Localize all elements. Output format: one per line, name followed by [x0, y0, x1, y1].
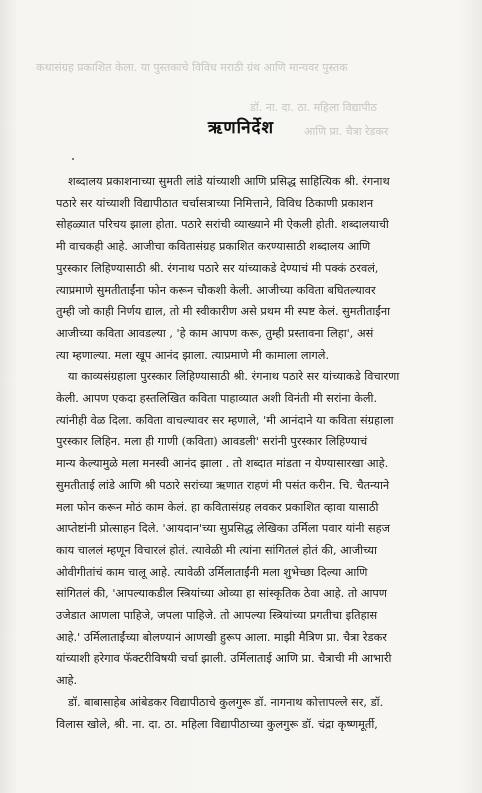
text-line: त्याप्रमाणे सुमतीताईंना फोन करून चौकशी केली. आजीच्या कविता बघितल्यावर [56, 283, 376, 297]
text-line: आहे. [56, 674, 78, 688]
text-line: पुरस्कार लिहिन. मला ही गाणी (कविता) आवडली' सरांनी पुरस्कार लिहिण्याचं [56, 435, 368, 449]
text-line: मला फोन करून मोठं काम केलं. हा कवितासंग्रह लवकर प्रकाशित व्हावा यासाठी [56, 500, 379, 514]
text-line: सुमतीताई लांडे आणि श्री पठारे सरांच्या ऋणात राहणं मी पसंत करीन. चि. चैतन्याने [56, 478, 390, 492]
text-line: आहे.' उर्मिलाताईंच्या बोलण्यानं आणखी हुरूप आला. माझी मैत्रिण प्रा. चैत्रा रेडकर [56, 630, 387, 644]
text-line: यांच्याशी हरेगाव फॅक्टरीविषयी चर्चा झाली. उर्मिलाताई आणि प्रा. चैत्राची मी आभारी [56, 652, 392, 666]
text-line: त्या म्हणाल्या. मला खूप आनंद झाला. त्याप्रमाणे मी कामाला लागले. [56, 348, 330, 362]
text-line: तुम्ही जो काही निर्णय द्याल, तो मी स्वीकारीण असे प्रथम मी स्पष्ट केलं. सुमतीताईंना [56, 305, 391, 319]
text-line: मी वाचकही आहे. आजीचा कवितासंग्रह प्रकाशित करण्यासाठी शब्दालय आणि [56, 240, 371, 254]
ink-speck [72, 158, 74, 160]
bleed-through-text: डॉ. ना. दा. ठा. महिला विद्यापीठ [250, 101, 377, 114]
text-line: ओवीगीतांचं काम चालू आहे. त्यावेळी उर्मिलाताईंनी मला शुभेच्छा दिल्या आणि [56, 565, 368, 579]
bleed-through-text: कथासंग्रह प्रकाशित केला. या पुस्तकाचे विविध मराठी ग्रंथ आणि मान्यवर पुस्तक [36, 61, 348, 74]
text-line: पठारे सर यांच्याशी विद्यापीठात चर्चासत्राच्या निमित्ताने, विविध ठिकाणी प्रकाशन [56, 196, 374, 210]
text-line: या काव्यसंग्रहाला पुरस्कार लिहिण्यासाठी श्री. रंगनाथ पठारे सर यांच्याकडे विचारणा [68, 370, 400, 384]
text-line: मान्य केल्यामुळे मला मनस्वी आनंद झाला . तो शब्दात मांडता न येण्यासारखा आहे. [56, 457, 389, 471]
page-title: ऋणनिर्देश [207, 118, 275, 138]
text-line: पुरस्कार लिहिण्यासाठी श्री. रंगनाथ पठारे सर यांच्याकडे देण्याचं मी पक्कं ठरवलं, [56, 261, 379, 275]
text-line: आप्तेष्टांनी प्रोत्साहन दिले. 'आयदान'च्या सुप्रसिद्ध लेखिका उर्मिला पवार यांनी सहज [56, 522, 391, 536]
text-line: सोहळ्यात परिचय झाला होता. पठारे सरांची व्याख्याने मी ऐकली होती. शब्दालयाची [56, 218, 389, 232]
text-line: डॉ. बाबासाहेब आंबेडकर विद्यापीठाचे कुलगुरू डॉ. नागनाथ कोत्तापल्ले सर, डॉ. [68, 695, 384, 709]
bleed-through-text: आणि प्रा. चैत्रा रेडकर [304, 125, 389, 138]
acknowledgement-body [56, 171, 456, 735]
text-line: काय चाललं म्हणून विचारलं होतं. त्यावेळी मी त्यांना सांगितलं होतं की, आजीच्या [56, 543, 377, 557]
text-line: केली. आपण एकदा हस्तलिखित कविता पाहाव्यात अशी विनंती मी सरांना केली. [56, 392, 378, 406]
text-line: शब्दालय प्रकाशनाच्या सुमती लांडे यांच्याशी आणि प्रसिद्ध साहित्यिक श्री. रंगनाथ [68, 175, 390, 188]
text-line: आजीच्या कविता आवडल्या , 'हे काम आपण करू, तुम्ही प्रस्तावना लिहा', असं [56, 326, 374, 340]
text-line: सांगितलं की, 'आपल्याकडील स्त्रियांच्या ओव्या हा सांस्कृतिक ठेवा आहे. तो आपण [56, 587, 387, 601]
text-line: विलास खोले, श्री. ना. दा. ठा. महिला विद्यापीठाच्या कुलगुरू डॉ. चंद्रा कृष्णमूर्ती, [56, 717, 378, 731]
text-line: त्यांनीही वेळ दिला. कविता वाचल्यावर सर म्हणाले, 'मी आनंदाने या कविता संग्रहाला [56, 413, 394, 427]
text-line: उजेडात आणला पाहिजे, जपला पाहिजे. तो आपल्या स्त्रियांच्या प्रगतीचा इतिहास [56, 609, 378, 623]
